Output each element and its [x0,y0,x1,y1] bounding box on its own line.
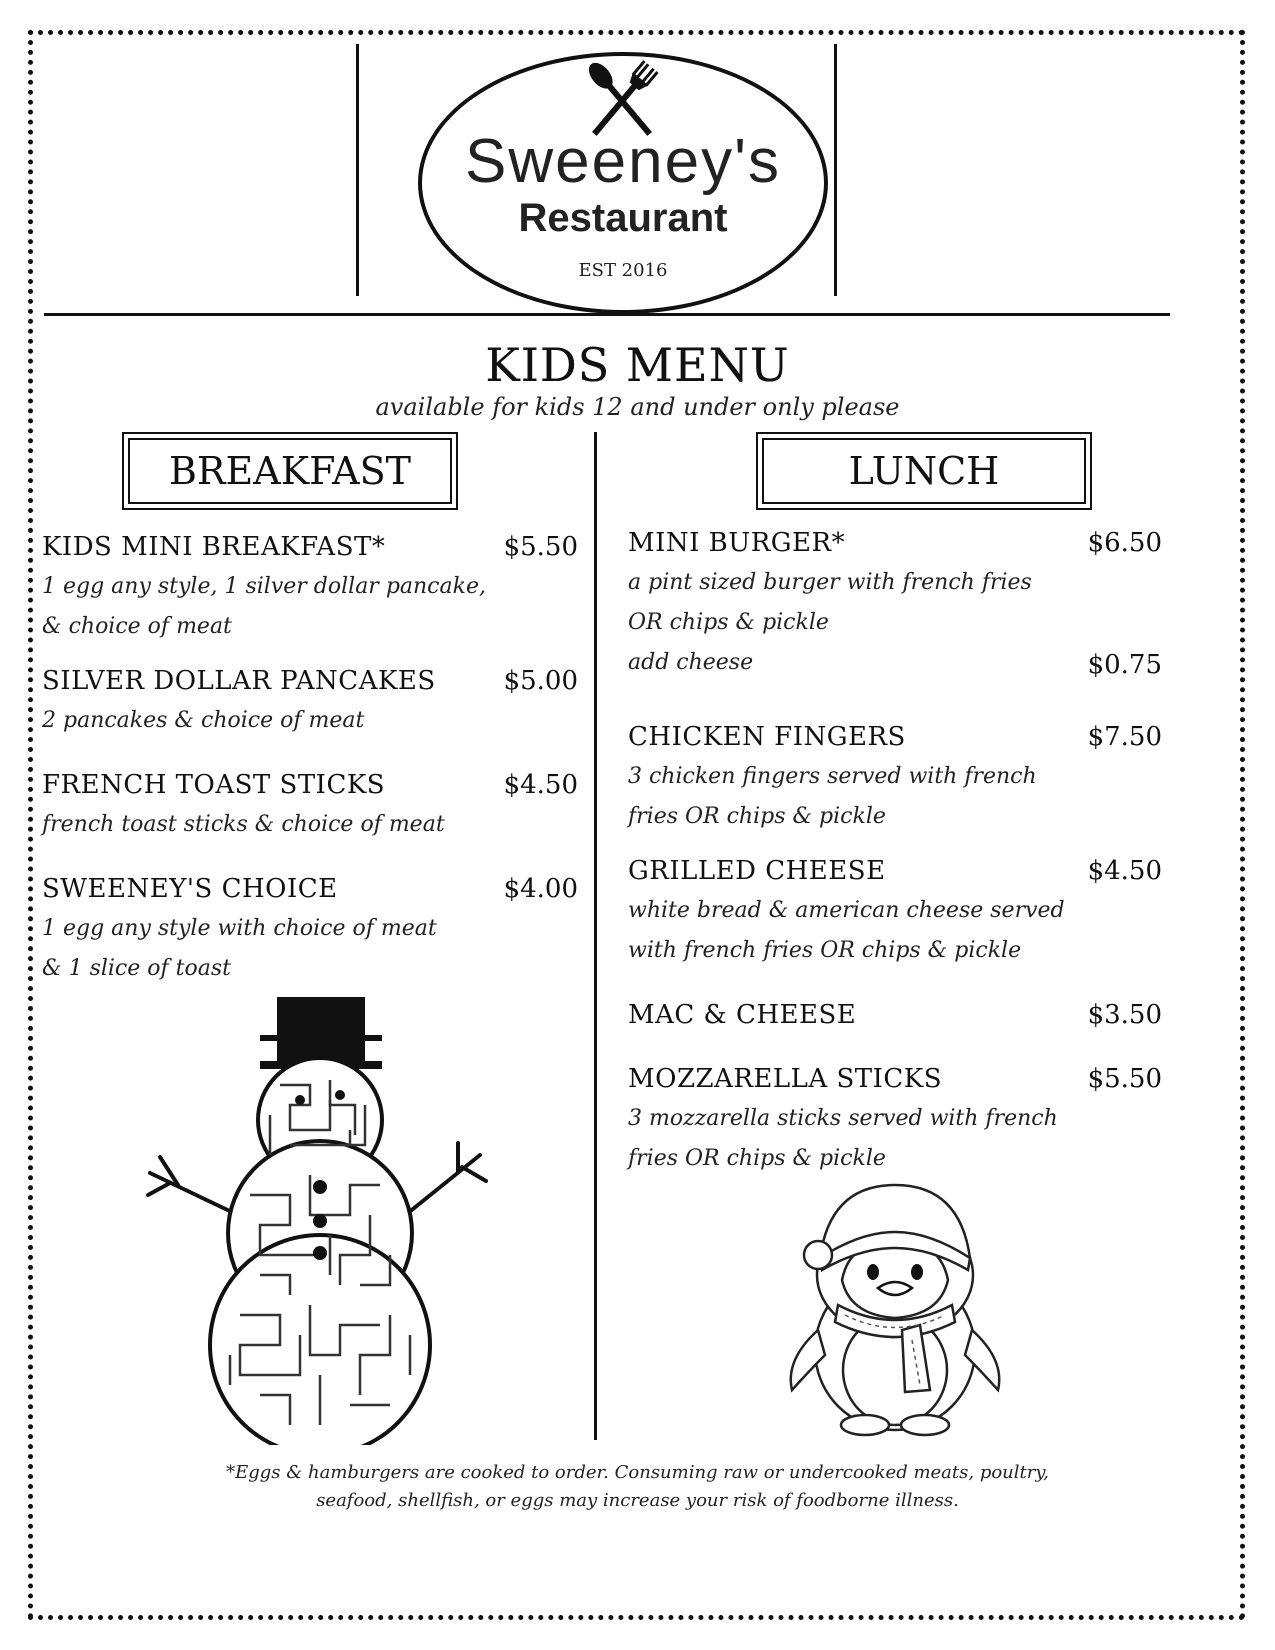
header-rule [44,313,1170,316]
item-price: $5.00 [503,666,578,696]
item-description: a pint sized burger with french fries [628,570,1032,595]
item-price: $4.50 [503,770,578,800]
item-description: 1 egg any style with choice of meat [42,916,437,941]
logo-established: EST 2016 [578,260,668,281]
addon-price: $0.75 [1087,650,1162,680]
footer-disclaimer-line-2: seafood, shellfish, or eggs may increase your risk of foodborne illness. [316,1490,959,1511]
item-description: fries OR chips & pickle [628,804,886,829]
logo [418,52,828,314]
page-title: KIDS MENU [485,338,790,392]
item-name: CHICKEN FINGERS [628,722,906,752]
header-divider-left [356,44,359,296]
header-divider-right [834,44,837,296]
item-description: 3 chicken fingers served with french [628,764,1037,789]
lunch-heading: LUNCH [762,438,1086,504]
item-name: KIDS MINI BREAKFAST* [42,532,386,562]
item-description: & choice of meat [42,614,232,639]
logo-name: Sweeney's [465,127,781,196]
menu-item [42,770,578,840]
item-price: $6.50 [1087,528,1162,558]
item-name: SWEENEY'S CHOICE [42,874,338,904]
logo-subname: Restaurant [518,196,728,240]
menu-item [42,532,578,639]
item-description: & 1 slice of toast [42,956,231,981]
menu-item [628,856,1162,966]
menu-item [628,1064,1162,1174]
item-description: 3 mozzarella sticks served with french [628,1106,1058,1131]
item-price: $5.50 [1087,1064,1162,1094]
lunch-heading-box [756,432,1092,510]
item-name: MAC & CHEESE [628,1000,857,1030]
footer-disclaimer-line-1: *Eggs & hamburgers are cooked to order. Consuming raw or undercooked meats, poultry, [226,1462,1049,1483]
menu-item [42,874,578,984]
item-description: french toast sticks & choice of meat [42,812,445,837]
item-description: with french fries OR chips & pickle [628,938,1022,963]
menu-item [628,528,1162,688]
item-name: FRENCH TOAST STICKS [42,770,386,800]
snowman-maze-icon [140,995,500,1445]
item-description: 1 egg any style, 1 silver dollar pancake, [42,574,486,599]
item-name: GRILLED CHEESE [628,856,886,886]
item-description: fries OR chips & pickle [628,1146,886,1171]
menu-item [628,1000,1162,1040]
penguin-icon [780,1180,1010,1440]
item-price: $4.50 [1087,856,1162,886]
item-price: $3.50 [1087,1000,1162,1030]
item-price: $5.50 [503,532,578,562]
column-divider [594,432,597,1440]
breakfast-heading: BREAKFAST [128,438,452,504]
menu-item [42,666,578,736]
item-name: MINI BURGER* [628,528,846,558]
item-name: MOZZARELLA STICKS [628,1064,943,1094]
breakfast-heading-box [122,432,458,510]
item-description: OR chips & pickle [628,610,829,635]
item-description: white bread & american cheese served [628,898,1065,923]
page-subtitle: available for kids 12 and under only please [375,393,900,421]
item-description: 2 pancakes & choice of meat [42,708,365,733]
menu-item [628,722,1162,832]
addon-label: add cheese [628,650,754,675]
item-price: $4.00 [503,874,578,904]
item-name: SILVER DOLLAR PANCAKES [42,666,436,696]
item-price: $7.50 [1087,722,1162,752]
